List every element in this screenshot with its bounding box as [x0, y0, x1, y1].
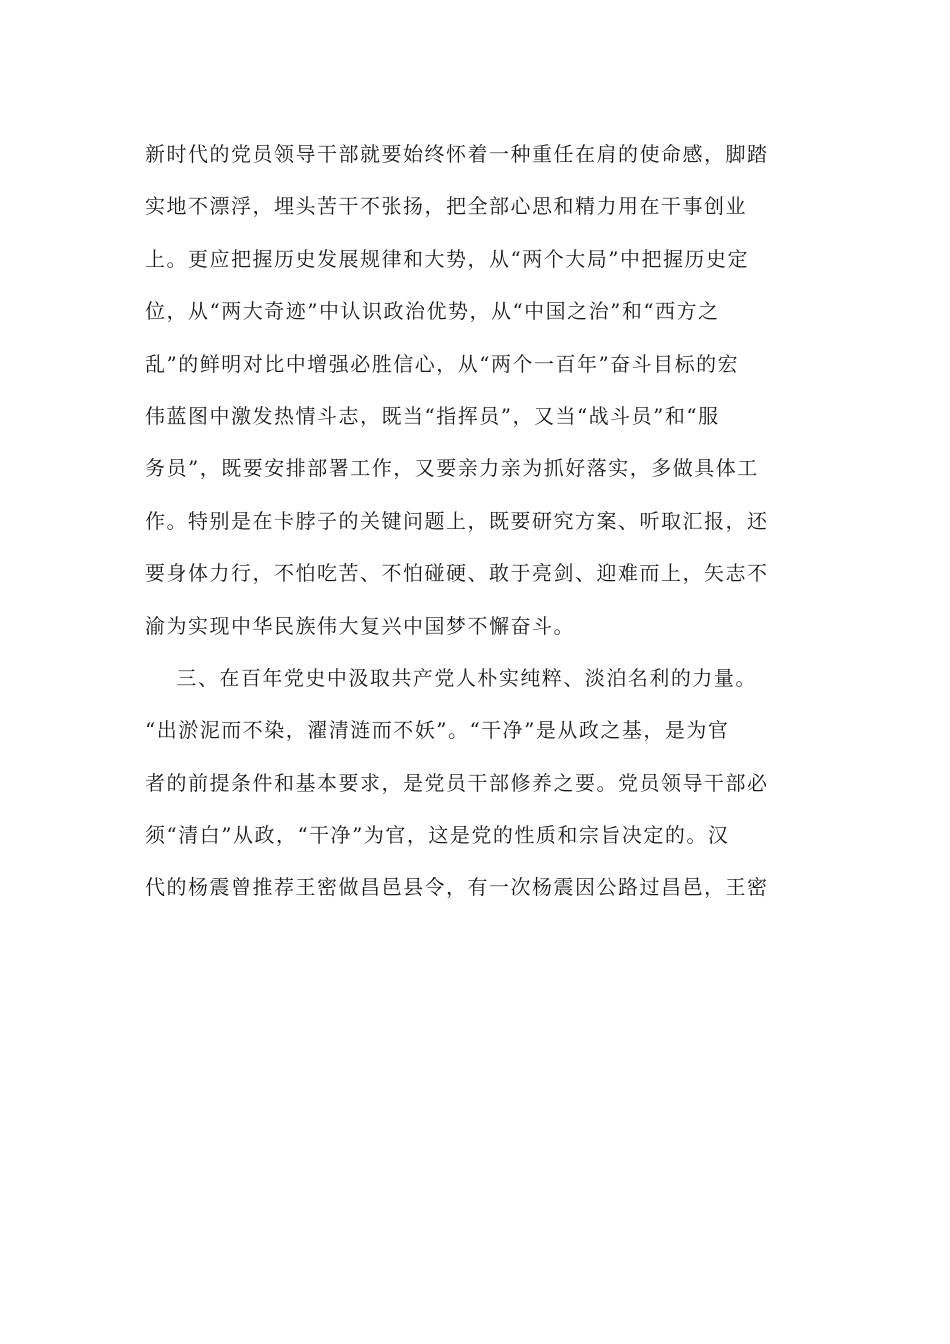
- text-line: 务员”，既要安排部署工作，又要亲力亲为抓好落实，多做具体工: [145, 456, 759, 481]
- body-text: [145, 128, 805, 914]
- text-line: 须“清白”从政，“干净”为官，这是党的性质和宗旨决定的。汉: [145, 823, 730, 848]
- text-line: 渝为实现中华民族伟大复兴中国梦不懈奋斗。: [145, 613, 575, 638]
- text-line: 伟蓝图中激发热情斗志，既当“指挥员”，又当“战斗员”和“服: [145, 403, 720, 428]
- text-line: 作。特别是在卡脖子的关键问题上，既要研究方案、听取汇报，还: [145, 508, 769, 533]
- text-line: 乱”的鲜明对比中增强必胜信心，从“两个一百年”奋斗目标的宏: [145, 351, 740, 376]
- text-line: 代的杨震曾推荐王密做昌邑县令，有一次杨震因公路过昌邑，王密: [145, 875, 769, 900]
- text-line: “出淤泥而不染，濯清涟而不妖”。“干净”是从政之基，是为官: [145, 718, 730, 743]
- text-line: 者的前提条件和基本要求，是党员干部修养之要。党员领导干部必: [145, 770, 769, 795]
- text-line: 实地不漂浮，埋头苦干不张扬，把全部心思和精力用在干事创业: [145, 194, 747, 219]
- text-line: 新时代的党员领导干部就要始终怀着一种重任在肩的使命感，脚踏: [145, 142, 769, 166]
- text-line: 上。更应把握历史发展规律和大势，从“两个大局”中把握历史定: [145, 246, 749, 271]
- section-heading-line: 三、在百年党史中汲取共产党人朴实纯粹、淡泊名利的力量。: [145, 665, 757, 690]
- text-line: 要身体力行，不怕吃苦、不怕碰硬、敢于亮剑、迎难而上，矢志不: [145, 561, 769, 586]
- text-line: 位，从“两大奇迹”中认识政治优势，从“中国之治”和“西方之: [145, 299, 720, 324]
